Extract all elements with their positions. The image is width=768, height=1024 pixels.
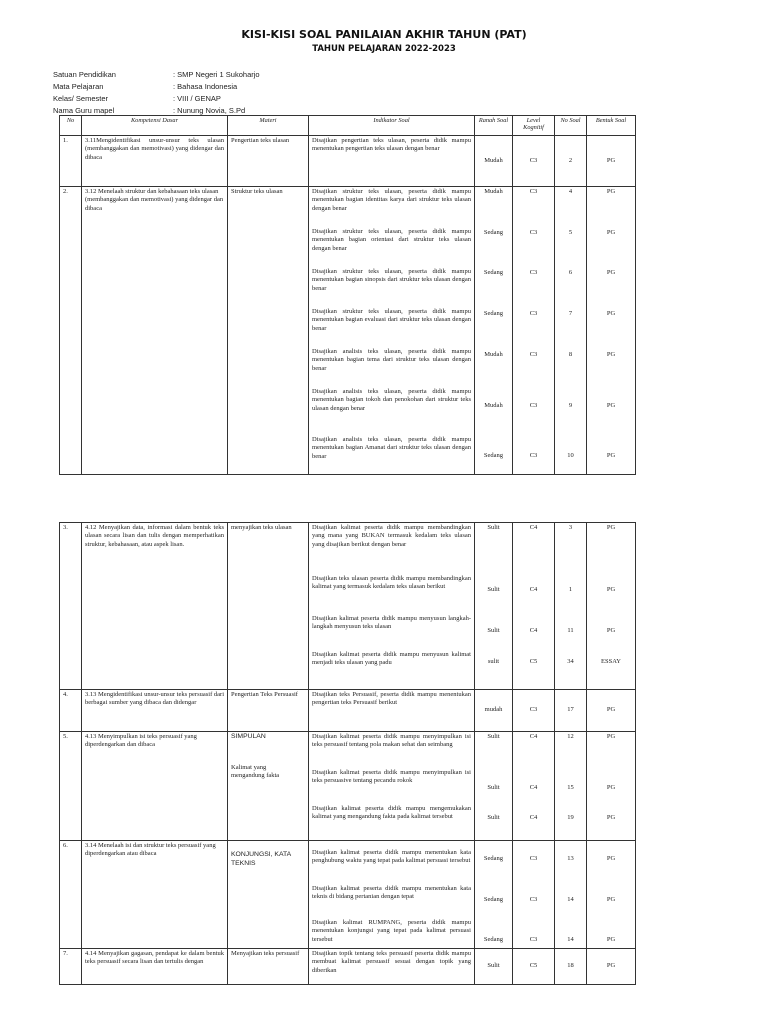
no-soal: 10 — [567, 452, 574, 459]
materi: KONJUNGSI, KATA TEKNIS — [228, 841, 309, 949]
ranah-soal: Sulit — [487, 524, 500, 531]
level-kognitif: C4 — [529, 586, 538, 593]
kompetensi-dasar: 3.14 Menelaah isi dan struktur teks persuasif yang diperdengarkan atau dibaca — [82, 841, 228, 949]
materi: SIMPULAN — [231, 733, 266, 740]
no-soal: 4 — [568, 188, 573, 195]
row-no: 5. — [60, 732, 82, 841]
level-kognitif: C3 — [529, 452, 538, 459]
no-soal: 9 — [568, 402, 573, 409]
level-kognitif: C3 — [513, 136, 555, 187]
bentuk-soal: PG — [606, 524, 616, 531]
bentuk-soal: PG — [606, 310, 616, 317]
ranah-soal: Sulit — [487, 784, 500, 791]
bentuk-soal: ESSAY — [601, 658, 621, 665]
bentuk-soal-group — [587, 841, 636, 949]
info-label: Mata Pelajaran — [53, 82, 104, 91]
indikator-soal: Disajikan kalimat peserta didik mampu menyimpulkan isi teks persuasif tentang pola makan sehat dan seimbang — [312, 733, 471, 749]
no-soal: 3 — [568, 524, 573, 531]
no-soal-group — [555, 732, 587, 841]
ranah-soal: sulit — [487, 658, 500, 665]
page-title: KISI-KISI SOAL PANILAIAN AKHIR TAHUN (PAT) — [241, 28, 527, 41]
no-soal: 18 — [555, 949, 587, 985]
row-no: 6. — [60, 841, 82, 949]
info-label: Satuan Pendidikan — [53, 70, 116, 79]
ranah-soal: mudah — [475, 690, 513, 732]
indikator-soal: Disajikan kalimat peserta didik mampu menentukan kata teknis di bidang pertanian dengan tepat — [312, 885, 471, 901]
level-kognitif: C3 — [513, 690, 555, 732]
level-kognitif: C4 — [529, 784, 538, 791]
bentuk-soal: PG — [606, 896, 616, 903]
table-row — [60, 949, 636, 985]
indikator-soal: Disajikan struktur teks ulasan, peserta didik mampu menentukan bagian identitas karya dari struktur teks ulasan dengan benar — [312, 188, 471, 212]
ranah-soal: Mudah — [484, 402, 503, 409]
no-soal: 8 — [568, 351, 573, 358]
materi: Kalimat yang mengandung fakta — [231, 763, 280, 779]
bentuk-soal: PG — [606, 855, 616, 862]
bentuk-soal: PG — [606, 586, 616, 593]
ranah-soal: Sulit — [487, 814, 500, 821]
level-kognitif: C3 — [529, 269, 538, 276]
indikator-soal-group — [309, 732, 475, 841]
level-kognitif-group — [513, 732, 555, 841]
ranah-soal: Mudah — [484, 188, 503, 195]
info-value: : Bahasa Indonesia — [173, 82, 238, 91]
indikator-soal: Disajikan kalimat peserta didik mampu menyusun langkah-langkah menyusun teks ulasan — [312, 615, 471, 631]
table-row — [60, 841, 636, 949]
table-row — [60, 523, 636, 690]
no-soal-group — [555, 841, 587, 949]
no-soal: 6 — [568, 269, 573, 276]
row-no: 1. — [60, 136, 82, 187]
kompetensi-dasar: 3.12 Menelaah struktur dan kebahasaan teks ulasan (membanggakan dan memotivasi) yang didengar dan dibaca — [82, 187, 228, 475]
indikator-soal-group — [309, 841, 475, 949]
column-header: Level Kognitif — [513, 116, 555, 136]
no-soal: 34 — [567, 658, 574, 665]
ranah-soal-group — [475, 732, 513, 841]
level-kognitif: C4 — [529, 814, 538, 821]
ranah-soal-group — [475, 187, 513, 475]
level-kognitif: C3 — [529, 310, 538, 317]
ranah-soal: Mudah — [475, 136, 513, 187]
no-soal-group — [555, 523, 587, 690]
bentuk-soal: PG — [606, 269, 616, 276]
row-no: 7. — [60, 949, 82, 985]
indikator-soal: Disajikan teks ulasan peserta didik mampu membandingkan kalimat yang termasuk kedalam teks ulasan berikut — [312, 575, 471, 591]
bentuk-soal: PG — [606, 229, 616, 236]
info-value: : VIII / GENAP — [173, 94, 221, 103]
no-soal: 5 — [568, 229, 573, 236]
bentuk-soal: PG — [606, 936, 616, 943]
row-no: 3. — [60, 523, 82, 690]
column-header: Kompetensi Dasar — [82, 116, 228, 136]
indikator-soal-group — [309, 523, 475, 690]
ranah-soal: Sedang — [483, 452, 504, 459]
level-kognitif: C3 — [529, 896, 538, 903]
indikator-soal: Disajikan struktur teks ulasan, peserta didik mampu menentukan bagian sinopsis dari struktur teks ulasan dengan benar — [312, 268, 471, 292]
no-soal: 12 — [567, 733, 574, 740]
indikator-soal: Disajikan struktur teks ulasan, peserta didik mampu menentukan bagian orientasi dari struktur teks ulasan dengan benar — [312, 228, 471, 252]
level-kognitif-group — [513, 841, 555, 949]
materi: Pengertian Teks Persuasif — [228, 690, 309, 732]
indikator-soal: Disajikan topik tentang teks persuasif peserta didik mampu membuat kalimat persuasif sesuai dengan topik yang diberikan — [309, 949, 475, 985]
ranah-soal: Sedang — [483, 310, 504, 317]
ranah-soal: Sedang — [483, 936, 504, 943]
level-kognitif: C3 — [529, 936, 538, 943]
no-soal: 7 — [568, 310, 573, 317]
info-label: Kelas/ Semester — [53, 94, 109, 103]
kompetensi-dasar: 4.12 Menyajikan data, informasi dalam bentuk teks ulasan secara lisan dan tulis dengan memperhatikan struktur, kebahasaan, atau aspek lisan. — [82, 523, 228, 690]
indikator-soal: Disajikan analisis teks ulasan, peserta didik mampu menentukan bagian tokoh dan penokohan dari struktur teks ulasan dengan benar — [312, 388, 471, 412]
bentuk-soal: PG — [606, 188, 616, 195]
bentuk-soal: PG — [587, 136, 636, 187]
no-soal: 14 — [567, 936, 574, 943]
materi: Struktur teks ulasan — [228, 187, 309, 475]
column-header: Materi — [228, 116, 309, 136]
kompetensi-dasar: 4.14 Menyajikan gagasan, pendapat ke dalam bentuk teks persuasif secara lisan dan tertulis dengan — [82, 949, 228, 985]
ranah-soal-group — [475, 523, 513, 690]
info-value: : Nunung Novia, S.Pd — [173, 106, 246, 115]
kompetensi-dasar: 4.13 Menyimpulkan isi teks persuasif yang diperdengarkan dan dibaca — [82, 732, 228, 841]
level-kognitif-group — [513, 187, 555, 475]
materi: Menyajikan teks persuasif — [228, 949, 309, 985]
indikator-soal: Disajikan kalimat peserta didik mampu menyusun kalimat menjadi teks ulasan yang padu — [312, 651, 471, 667]
level-kognitif: C4 — [529, 627, 538, 634]
level-kognitif: C3 — [529, 229, 538, 236]
level-kognitif: C3 — [529, 351, 538, 358]
table-row — [60, 690, 636, 732]
kisi-kisi-table-part2 — [59, 522, 636, 985]
materi-group — [228, 732, 309, 841]
indikator-soal-group — [309, 187, 475, 475]
row-no: 4. — [60, 690, 82, 732]
level-kognitif: C4 — [529, 733, 538, 740]
row-no: 2. — [60, 187, 82, 475]
ranah-soal: Sulit — [475, 949, 513, 985]
level-kognitif: C5 — [529, 658, 538, 665]
indikator-soal: Disajikan teks Persuasif, peserta didik mampu menentukan pengertian teks Persuasif berikut — [309, 690, 475, 732]
info-label: Nama Guru mapel — [53, 106, 115, 115]
ranah-soal: Sedang — [483, 855, 504, 862]
table-row — [60, 136, 636, 187]
no-soal: 11 — [567, 627, 574, 634]
indikator-soal: Disajikan analisis teks ulasan, peserta didik mampu menentukan bagian tema dari struktur teks ulasan dengan benar — [312, 348, 471, 372]
indikator-soal: Disajikan analisis teks ulasan, peserta didik mampu menentukan bagian Amanat dari struktur teks ulasan dengan benar — [312, 436, 471, 460]
table-row — [60, 187, 636, 475]
ranah-soal: Sulit — [487, 627, 500, 634]
indikator-soal: Disajikan kalimat RUMPANG, peserta didik mampu menentukan konjungsi yang tepat pada kalimat persuasi tersebut — [312, 919, 471, 943]
bentuk-soal: PG — [587, 690, 636, 732]
kisi-kisi-table-part1 — [59, 115, 636, 475]
ranah-soal: Mudah — [484, 351, 503, 358]
ranah-soal: Sedang — [483, 229, 504, 236]
ranah-soal: Sulit — [487, 586, 500, 593]
table-header-row — [60, 116, 636, 136]
column-header: Ranah Soal — [475, 116, 513, 136]
indikator-soal: Disajikan struktur teks ulasan, peserta didik mampu menentukan bagian evaluasi dari struktur teks ulasan dengan benar — [312, 308, 471, 332]
ranah-soal-group — [475, 841, 513, 949]
bentuk-soal: PG — [606, 784, 616, 791]
no-soal: 19 — [567, 814, 574, 821]
level-kognitif: C3 — [529, 188, 538, 195]
bentuk-soal: PG — [606, 627, 616, 634]
ranah-soal: Sedang — [483, 896, 504, 903]
bentuk-soal: PG — [606, 351, 616, 358]
bentuk-soal-group — [587, 523, 636, 690]
page-subtitle: TAHUN PELAJARAN 2022-2023 — [312, 44, 456, 54]
column-header: No — [60, 116, 82, 136]
bentuk-soal: PG — [606, 452, 616, 459]
materi: menyajikan teks ulasan — [228, 523, 309, 690]
ranah-soal: Sulit — [487, 733, 500, 740]
no-soal: 2 — [555, 136, 587, 187]
table-row — [60, 732, 636, 841]
indikator-soal: Disajikan kalimat peserta didik mampu membandingkan yang mana yang BUKAN termasuk kedalam teks ulasan yang disajikan berikut dengan benar — [312, 524, 471, 548]
indikator-soal: Disajikan kalimat peserta didik mampu menyimpulkan isi teks persuasive tentang pecandu rokok — [312, 769, 471, 785]
no-soal-group — [555, 187, 587, 475]
bentuk-soal: PG — [587, 949, 636, 985]
no-soal: 14 — [567, 896, 574, 903]
level-kognitif: C3 — [529, 855, 538, 862]
kompetensi-dasar: 3.11Mengidentifikasi unsur-unsur teks ulasan (membanggakan dan memotivasi) yang didengar dan dibaca — [82, 136, 228, 187]
bentuk-soal: PG — [606, 814, 616, 821]
bentuk-soal: PG — [606, 402, 616, 409]
no-soal: 1 — [568, 586, 573, 593]
indikator-soal: Disajikan pengertian teks ulasan, peserta didik mampu menentukan pengertian teks ulasan dengan benar — [309, 136, 475, 187]
column-header: Indikator Soal — [309, 116, 475, 136]
bentuk-soal-group — [587, 732, 636, 841]
kompetensi-dasar: 3.13 Mengidentifikasi unsur-unsur teks persuasif dari berbagai sumber yang dibaca dan didengar — [82, 690, 228, 732]
bentuk-soal: PG — [606, 733, 616, 740]
no-soal: 15 — [567, 784, 574, 791]
column-header: Bentuk Soal — [587, 116, 636, 136]
no-soal: 13 — [567, 855, 574, 862]
level-kognitif: C5 — [513, 949, 555, 985]
ranah-soal: Sedang — [483, 269, 504, 276]
indikator-soal: Disajikan kalimat peserta didik mampu menentukan kata penghubung waktu yang tepat pada kalimat persuasi tersebut — [312, 849, 471, 865]
no-soal: 17 — [555, 690, 587, 732]
level-kognitif: C4 — [529, 524, 538, 531]
level-kognitif-group — [513, 523, 555, 690]
materi: Pengertian teks ulasan — [228, 136, 309, 187]
bentuk-soal-group — [587, 187, 636, 475]
info-value: : SMP Negeri 1 Sukoharjo — [173, 70, 260, 79]
level-kognitif: C3 — [529, 402, 538, 409]
column-header: No Soal — [555, 116, 587, 136]
indikator-soal: Disajikan kalimat peserta didik mampu mengemukakan kalimat yang mengandung fakta pada kalimat tersebut — [312, 805, 471, 821]
